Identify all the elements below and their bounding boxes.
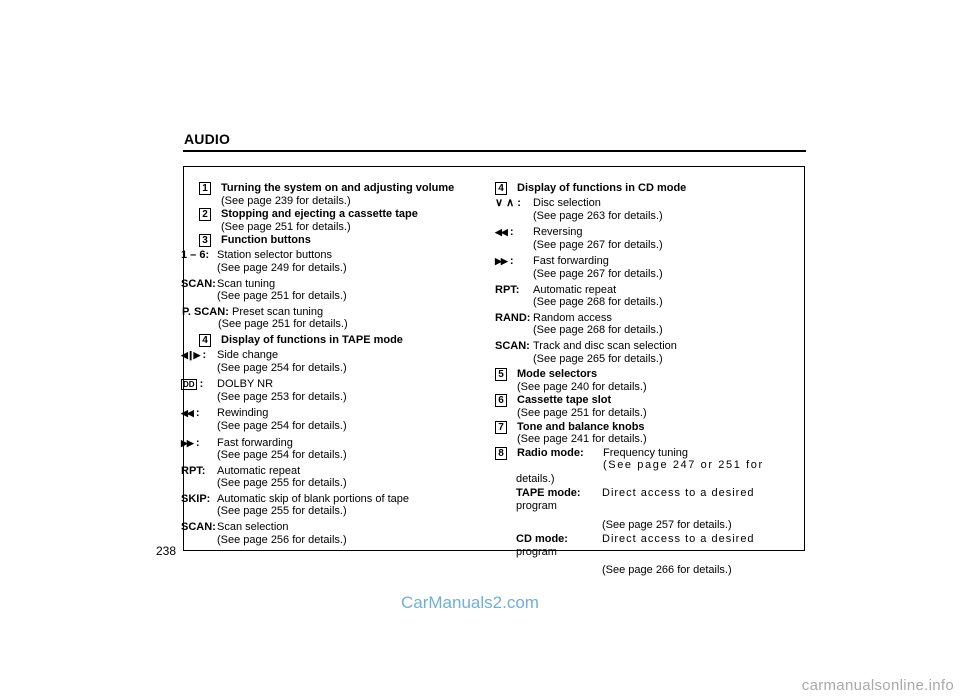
- section-7: [495, 421, 795, 446]
- section-title: Cassette tape slot: [517, 394, 612, 407]
- list-item: RAND: Random access (See page 268 for details.): [495, 311, 663, 337]
- cd-functions-list: [495, 197, 795, 365]
- list-item: ∨ ∧ : Disc selection (See page 263 for details.): [495, 197, 663, 222]
- section-1: [199, 182, 479, 207]
- section-2: [199, 208, 479, 233]
- section-title: Stopping and ejecting a cassette tape: [221, 208, 418, 221]
- fast-forward-icon: ▶▶: [181, 437, 193, 448]
- rewind-icon: ◀◀: [495, 227, 507, 238]
- section-detail: (See page 240 for details.): [517, 380, 647, 393]
- section-number: 7: [495, 421, 507, 434]
- page-header-title: AUDIO: [184, 131, 231, 147]
- section-number: 1: [199, 182, 211, 195]
- list-item: 1 – 6: Station selector buttons (See page 249 for details.): [181, 249, 347, 274]
- tape-functions-list: [181, 349, 479, 546]
- section-detail: (See page 239 for details.): [221, 194, 351, 207]
- list-item: ▶▶ : Fast forwarding (See page 254 for details.): [181, 436, 347, 462]
- section-detail: (See page 251 for details.): [221, 220, 351, 233]
- section-number: 4: [199, 334, 211, 347]
- left-column: [181, 182, 479, 549]
- list-item: DD : DOLBY NR (See page 253 for details.): [183, 378, 347, 403]
- tape-mode-row: TAPE mode: Direct access to a desired: [516, 487, 755, 500]
- list-item: SCAN: Scan selection (See page 256 for details.): [181, 521, 347, 546]
- section-number: 8: [495, 447, 507, 460]
- list-item: RPT: Automatic repeat (See page 268 for details.): [495, 283, 663, 309]
- section-title: Display of functions in CD mode: [517, 182, 687, 194]
- list-item: ▶▶ : Fast forwarding (See page 267 for details.): [495, 255, 663, 280]
- header-rule: [183, 150, 806, 152]
- fast-forward-icon: ▶▶: [495, 256, 507, 267]
- radio-mode-row: Radio mode: Frequency tuning (See page 247 or 251 for: [517, 446, 764, 472]
- list-item: ◀❙▶ : Side change (See page 254 for details.): [181, 348, 347, 374]
- section-title: Display of functions in TAPE mode: [221, 333, 403, 346]
- list-item: P. SCAN: Preset scan tuning (See page 251 for details.): [182, 305, 348, 331]
- cd-mode-row: CD mode: Direct access to a desired: [516, 533, 755, 546]
- section-8: [495, 447, 795, 472]
- page-number: 238: [156, 544, 177, 558]
- section-number: 6: [495, 394, 507, 407]
- section-detail: (See page 251 for details.): [517, 406, 647, 419]
- list-item: SCAN: Scan tuning (See page 251 for details.): [181, 277, 347, 303]
- section-number: 5: [495, 368, 507, 381]
- list-item: SKIP: Automatic skip of blank portions of tape (See page 255 for details.): [181, 492, 409, 518]
- section-6: [495, 394, 795, 419]
- section-title: Tone and balance knobs: [517, 420, 645, 433]
- dolby-icon: DD: [183, 380, 195, 390]
- section-number: 2: [199, 208, 211, 221]
- list-item: ◀◀ : Rewinding (See page 254 for details.): [181, 407, 347, 432]
- section-number: 3: [199, 234, 211, 247]
- section-title: Mode selectors: [517, 368, 598, 381]
- section-4-cd: [495, 182, 795, 195]
- right-column: [495, 182, 795, 577]
- section-title: Turning the system on and adjusting volume: [221, 182, 455, 194]
- section-5: [495, 368, 795, 393]
- section-title: Function buttons: [221, 234, 311, 247]
- section-detail: (See page 241 for details.): [517, 433, 647, 446]
- list-item: RPT: Automatic repeat (See page 255 for details.): [181, 464, 347, 490]
- section-4-tape: [199, 334, 479, 347]
- list-item: SCAN: Track and disc scan selection (See page 265 for details.): [495, 339, 677, 365]
- section-number: 4: [495, 182, 507, 195]
- section-3: [199, 234, 479, 247]
- section-8-continued: details.) TAPE mode: Direct access to a desired program (See page 257 for details.) CD mode: Direct access to a desired program (See page 266 for details.): [495, 473, 795, 577]
- watermark-link[interactable]: CarManuals2.com: [401, 593, 539, 612]
- rewind-icon: ◀◀: [181, 408, 193, 419]
- footer-site-name: carmanualsonline.info: [801, 677, 954, 694]
- list-item: ◀◀ : Reversing (See page 267 for details.): [495, 226, 663, 251]
- side-change-icon: ◀❙▶: [181, 349, 200, 360]
- function-buttons-list: [181, 249, 479, 331]
